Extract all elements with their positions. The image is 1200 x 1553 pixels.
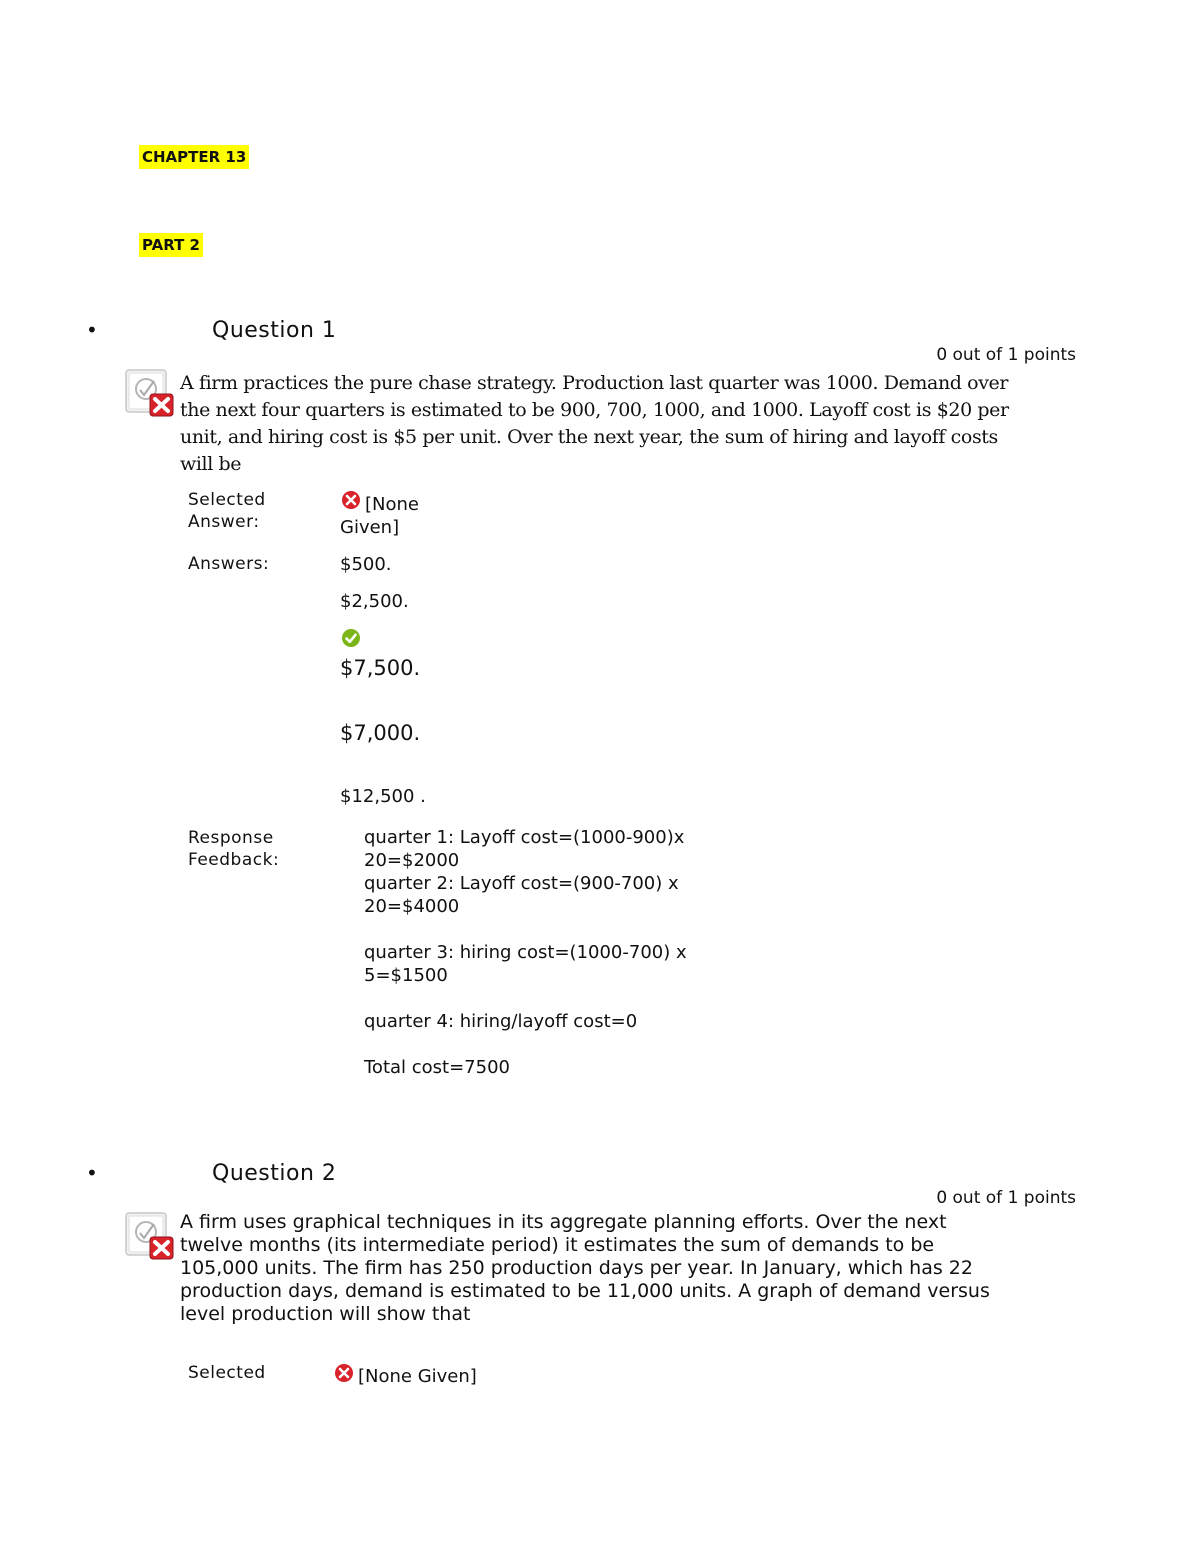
feedback-line: 20=$2000 bbox=[364, 850, 460, 871]
correct-icon bbox=[341, 628, 361, 648]
question-text bbox=[180, 1211, 1060, 1326]
response-feedback bbox=[364, 826, 784, 1079]
question-text-line: A firm uses graphical techniques in its aggregate planning efforts. Over the next bbox=[180, 1211, 947, 1233]
selected-answer-value: [None bbox=[365, 494, 419, 515]
answer-option: $7,000. bbox=[340, 721, 421, 745]
feedback-line: Total cost=7500 bbox=[364, 1057, 510, 1078]
selected-answer-value-cont: Given] bbox=[340, 517, 400, 538]
question-text-line: A firm practices the pure chase strategy. Production last quarter was 1000. Demand over bbox=[180, 372, 1009, 394]
feedback-line: quarter 1: Layoff cost=(1000-900)x bbox=[364, 827, 685, 848]
question-points: 0 out of 1 points bbox=[936, 1188, 1076, 1208]
incorrect-question-icon bbox=[124, 1210, 176, 1262]
feedback-line: quarter 4: hiring/layoff cost=0 bbox=[364, 1011, 638, 1032]
answer-option-correct: $7,500. bbox=[340, 656, 421, 680]
question-text bbox=[180, 370, 1040, 478]
question-text-line: will be bbox=[180, 453, 242, 475]
bullet: • bbox=[86, 1161, 98, 1185]
question-text-line: production days, demand is estimated to be 11,000 units. A graph of demand versus bbox=[180, 1280, 990, 1302]
feedback-line: quarter 3: hiring cost=(1000-700) x bbox=[364, 942, 687, 963]
answers-label: Answers: bbox=[188, 554, 270, 574]
question-text-line: unit, and hiring cost is $5 per unit. Over the next year, the sum of hiring and layoff costs bbox=[180, 426, 998, 448]
answer-option: $12,500 . bbox=[340, 786, 426, 807]
label-line: Feedback: bbox=[188, 850, 280, 870]
answer-option: $500. bbox=[340, 554, 392, 575]
question-text-line: level production will show that bbox=[180, 1303, 471, 1325]
label-line: Selected bbox=[188, 490, 266, 510]
chapter-heading: CHAPTER 13 bbox=[139, 145, 249, 169]
question-text-line: 105,000 units. The firm has 250 production days per year. In January, which has 22 bbox=[180, 1257, 973, 1279]
selected-answer-label: Selected bbox=[188, 1363, 266, 1383]
bullet: • bbox=[86, 318, 98, 342]
incorrect-icon bbox=[341, 490, 361, 510]
feedback-line: 20=$4000 bbox=[364, 896, 460, 917]
question-title: Question 2 bbox=[212, 1161, 337, 1186]
question-text-line: the next four quarters is estimated to be 900, 700, 1000, and 1000. Layoff cost is $20 per bbox=[180, 399, 1009, 421]
selected-answer-value: [None Given] bbox=[358, 1366, 477, 1387]
incorrect-question-icon bbox=[124, 367, 176, 419]
feedback-line: quarter 2: Layoff cost=(900-700) x bbox=[364, 873, 679, 894]
incorrect-icon bbox=[334, 1363, 354, 1383]
selected-answer-label bbox=[188, 489, 266, 533]
question-text-line: twelve months (its intermediate period) it estimates the sum of demands to be bbox=[180, 1234, 935, 1256]
feedback-line: 5=$1500 bbox=[364, 965, 448, 986]
part-heading: PART 2 bbox=[139, 233, 203, 257]
label-line: Response bbox=[188, 828, 274, 848]
label-line: Answer: bbox=[188, 512, 260, 532]
question-points: 0 out of 1 points bbox=[936, 345, 1076, 365]
response-feedback-label bbox=[188, 827, 279, 871]
answer-option: $2,500. bbox=[340, 591, 409, 612]
question-title: Question 1 bbox=[212, 318, 337, 343]
